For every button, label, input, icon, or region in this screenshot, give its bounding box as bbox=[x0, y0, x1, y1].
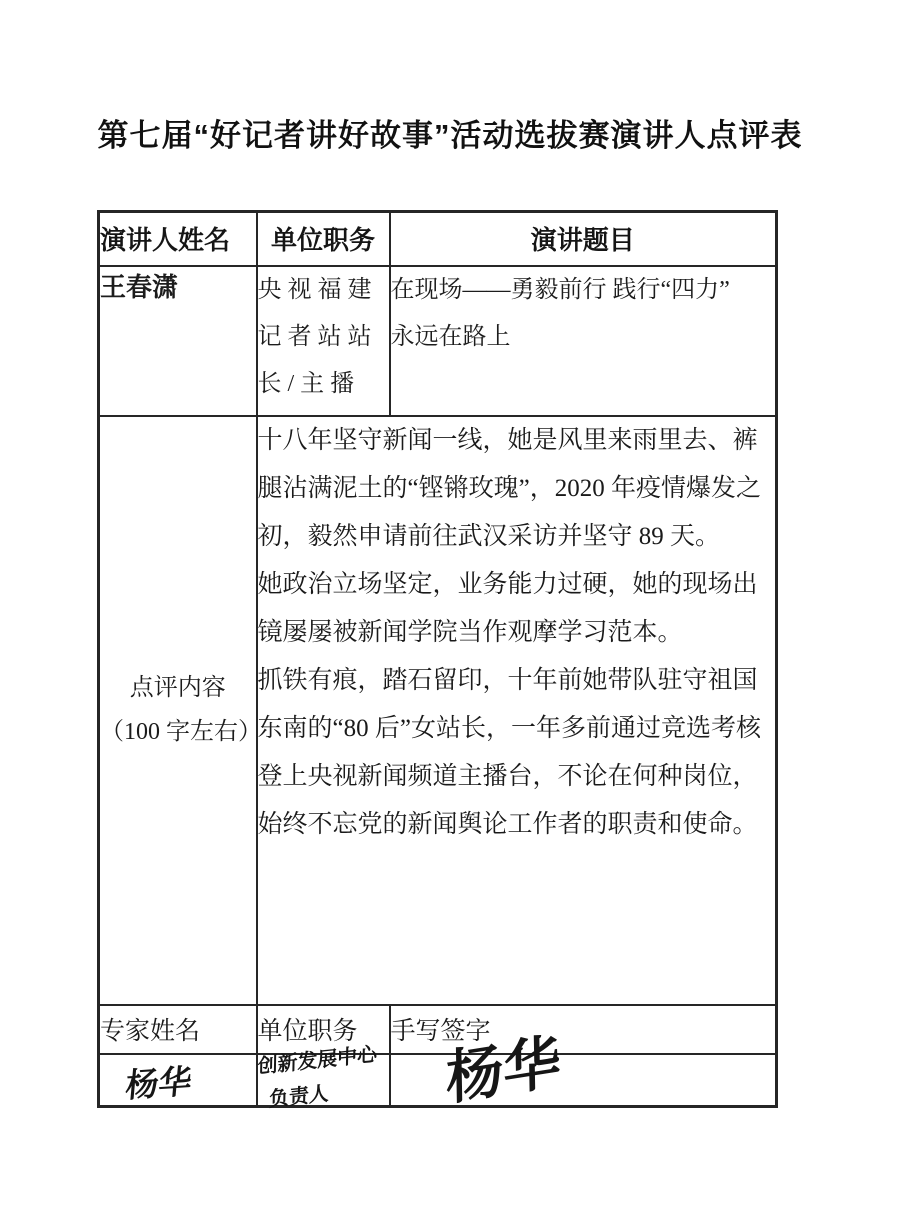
signature-label: 手写签字 bbox=[390, 1005, 777, 1054]
review-content-line: 始终不忘党的新闻舆论工作者的职责和使命。 bbox=[257, 810, 758, 838]
review-content-line: 初，毅然申请前往武汉采访并坚守 89 天。 bbox=[257, 522, 721, 550]
header-speech-topic: 演讲题目 bbox=[390, 212, 777, 266]
review-content-line: 她政治立场坚定，业务能力过硬，她的现场出 bbox=[257, 570, 758, 598]
speech-topic-line: 永远在路上 bbox=[390, 323, 511, 350]
unit-position-line: 央视福建 bbox=[257, 276, 378, 303]
expert-unit-signature bbox=[257, 1037, 378, 1118]
handwritten-signature: 杨华 bbox=[445, 1028, 562, 1113]
review-form-table bbox=[97, 210, 778, 1108]
signature-row bbox=[99, 1054, 777, 1107]
table-header-row bbox=[99, 212, 777, 266]
unit-position-line: 记者站站 bbox=[257, 323, 378, 350]
review-content-line: 腿沾满泥土的“铿锵玫瑰”，2020 年疫情爆发之 bbox=[257, 474, 761, 502]
expert-name-label: 专家姓名 bbox=[99, 1005, 257, 1054]
unit-position-line: 长/主播 bbox=[257, 370, 361, 397]
speaker-unit-position-cell bbox=[257, 266, 390, 416]
speaker-name-cell: 王春潇 bbox=[99, 266, 257, 416]
review-content-line: 镜屡屡被新闻学院当作观摩学习范本。 bbox=[257, 618, 683, 646]
page-title: 第七届“好记者讲好故事”活动选拔赛演讲人点评表 bbox=[97, 118, 803, 153]
speech-topic-line: 在现场——勇毅前行 践行“四力” bbox=[390, 276, 730, 303]
expert-unit-label: 单位职务 bbox=[257, 1005, 390, 1054]
review-content-line: 东南的“80 后”女站长，一年多前通过竞选考核 bbox=[257, 714, 761, 742]
review-label-line: 点评内容 bbox=[129, 675, 226, 701]
review-label-line: （100 字左右） bbox=[100, 719, 262, 745]
speaker-row bbox=[99, 266, 777, 416]
expert-header-row bbox=[99, 1005, 777, 1054]
review-label-cell bbox=[99, 416, 262, 1005]
expert-name-signature: 杨华 bbox=[124, 1062, 194, 1105]
expert-unit-signature-line: 负责人 bbox=[268, 1082, 329, 1112]
header-speaker-name: 演讲人姓名 bbox=[99, 212, 257, 266]
review-row bbox=[99, 416, 777, 1005]
expert-unit-signature-line: 创新发展中心 bbox=[257, 1043, 378, 1079]
review-content-line: 抓铁有痕，踏石留印，十年前她带队驻守祖国 bbox=[257, 666, 758, 694]
speech-topic-cell bbox=[390, 266, 777, 416]
review-content-line: 十八年坚守新闻一线，她是风里来雨里去、裤 bbox=[257, 426, 758, 454]
review-content-cell bbox=[257, 416, 777, 1005]
review-content-line: 登上央视新闻频道主播台，不论在何种岗位， bbox=[257, 762, 758, 790]
header-unit-position: 单位职务 bbox=[257, 212, 390, 266]
